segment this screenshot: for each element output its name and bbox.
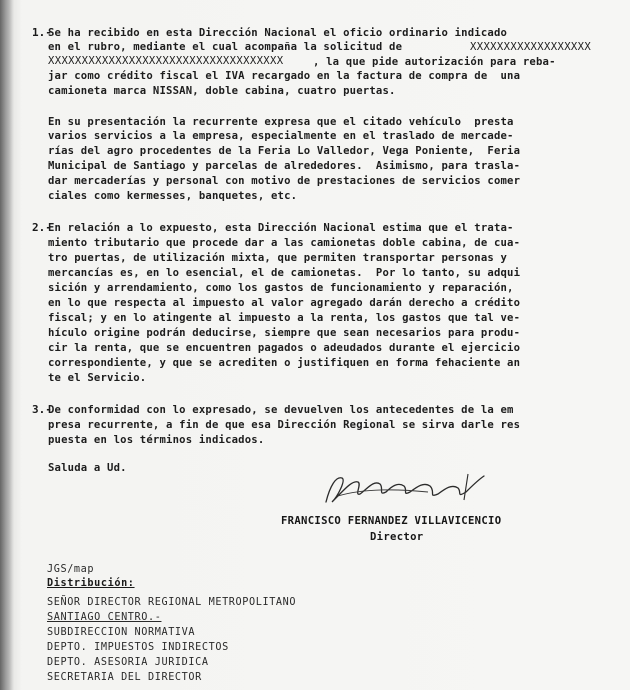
distribution-item-2: SANTIAGO CENTRO.- bbox=[47, 612, 162, 623]
handwritten-signature bbox=[318, 466, 488, 512]
section-2-line-9: cir la renta, que se encuentren pagados o adeudados durante el ejercicio bbox=[48, 342, 521, 354]
section-2-line-1: En relación a lo expuesto, esta Dirección Nacional estima que el trata- bbox=[48, 222, 514, 234]
section-2-line-3: tro puertas, de utilización mixta, que permiten transportar personas y bbox=[48, 252, 508, 264]
section-1-line-3: , la que pide autorización para reba- bbox=[313, 56, 556, 68]
section-2-line-7: fiscal; y en lo atingente al impuesto a la renta, los gastos que tal ve- bbox=[48, 312, 521, 324]
section-1b-line-5: dar mercaderías y personal con motivo de prestaciones de servicios comer bbox=[48, 175, 521, 187]
scan-fold-shadow bbox=[0, 0, 14, 690]
signatory-title: Director bbox=[370, 531, 424, 543]
section-1b-line-4: Municipal de Santiago y parcelas de alrededores. Asimismo, para trasla- bbox=[48, 160, 521, 172]
section-2-line-4: mercancías es, en lo esencial, el de camionetas. Por lo tanto, su adqui bbox=[48, 267, 521, 279]
section-1b-line-3: rías del agro procedentes de la Feria Lo Valledor, Vega Poniente, Feria bbox=[48, 145, 521, 157]
distribution-item-4: DEPTO. IMPUESTOS INDIRECTOS bbox=[47, 642, 229, 653]
section-1b-line-2: varios servicios a la empresa, especialmente en el traslado de mercade- bbox=[48, 130, 514, 142]
distribution-label: Distribución: bbox=[47, 578, 135, 589]
section-2-line-2: miento tributario que procede dar a las camionetas doble cabina, de cua- bbox=[48, 237, 521, 249]
redacted-applicant-short: XXXXXXXXXXXXXXXXXX bbox=[470, 41, 592, 53]
section-1b-line-1: En su presentación la recurrente expresa que el citado vehículo presta bbox=[48, 116, 514, 128]
redacted-applicant-long: XXXXXXXXXXXXXXXXXXXXXXXXXXXXXXXXXXX bbox=[48, 55, 284, 67]
distribution-item-1: SEÑOR DIRECTOR REGIONAL METROPOLITANO bbox=[47, 597, 297, 608]
section-3-number: 3.- bbox=[32, 403, 52, 416]
distribution-item-3: SUBDIRECCION NORMATIVA bbox=[47, 627, 196, 638]
distribution-item-6: SECRETARIA DEL DIRECTOR bbox=[47, 672, 202, 683]
section-1-line-5: camioneta marca NISSAN, doble cabina, cuatro puertas. bbox=[48, 85, 396, 97]
closing-greeting: Saluda a Ud. bbox=[48, 462, 127, 474]
section-1-line-1: Se ha recibido en esta Dirección Nacional el oficio ordinario indicado bbox=[48, 27, 508, 39]
section-3-line-1: De conformidad con lo expresado, se devuelven los antecedentes de la em bbox=[48, 404, 514, 416]
section-1-line-4: jar como crédito fiscal el IVA recargado en la factura de compra de una bbox=[48, 70, 521, 82]
section-2-number: 2.- bbox=[32, 221, 52, 234]
section-3-line-2: presa recurrente, a fin de que esa Dirección Regional se sirva darle res bbox=[48, 419, 521, 431]
signatory-name: FRANCISCO FERNANDEZ VILLAVICENCIO bbox=[281, 515, 502, 527]
section-1-number: 1.- bbox=[32, 26, 52, 39]
section-2-line-10: correspondiente, y que se acrediten o justifiquen en forma fehaciente an bbox=[48, 357, 521, 369]
section-1b-line-6: ciales como kermesses, banquetes, etc. bbox=[48, 190, 298, 202]
section-2-line-8: hículo origine podrán deducirse, siempre que sean necesarios para produ- bbox=[48, 327, 521, 339]
section-1-line-2: en el rubro, mediante el cual acompaña la solicitud de bbox=[48, 41, 403, 53]
section-2-line-5: sición y arrendamiento, como los gastos de funcionamiento y reparación, bbox=[48, 282, 514, 294]
section-2-line-6: en lo que respecta al impuesto al valor agregado darán derecho a crédito bbox=[48, 297, 521, 309]
initials-reference: JGS/map bbox=[47, 564, 95, 575]
section-2-line-11: te el Servicio. bbox=[48, 372, 147, 384]
section-3-line-3: puesta en los términos indicados. bbox=[48, 434, 265, 446]
distribution-item-5: DEPTO. ASESORIA JURIDICA bbox=[47, 657, 209, 668]
